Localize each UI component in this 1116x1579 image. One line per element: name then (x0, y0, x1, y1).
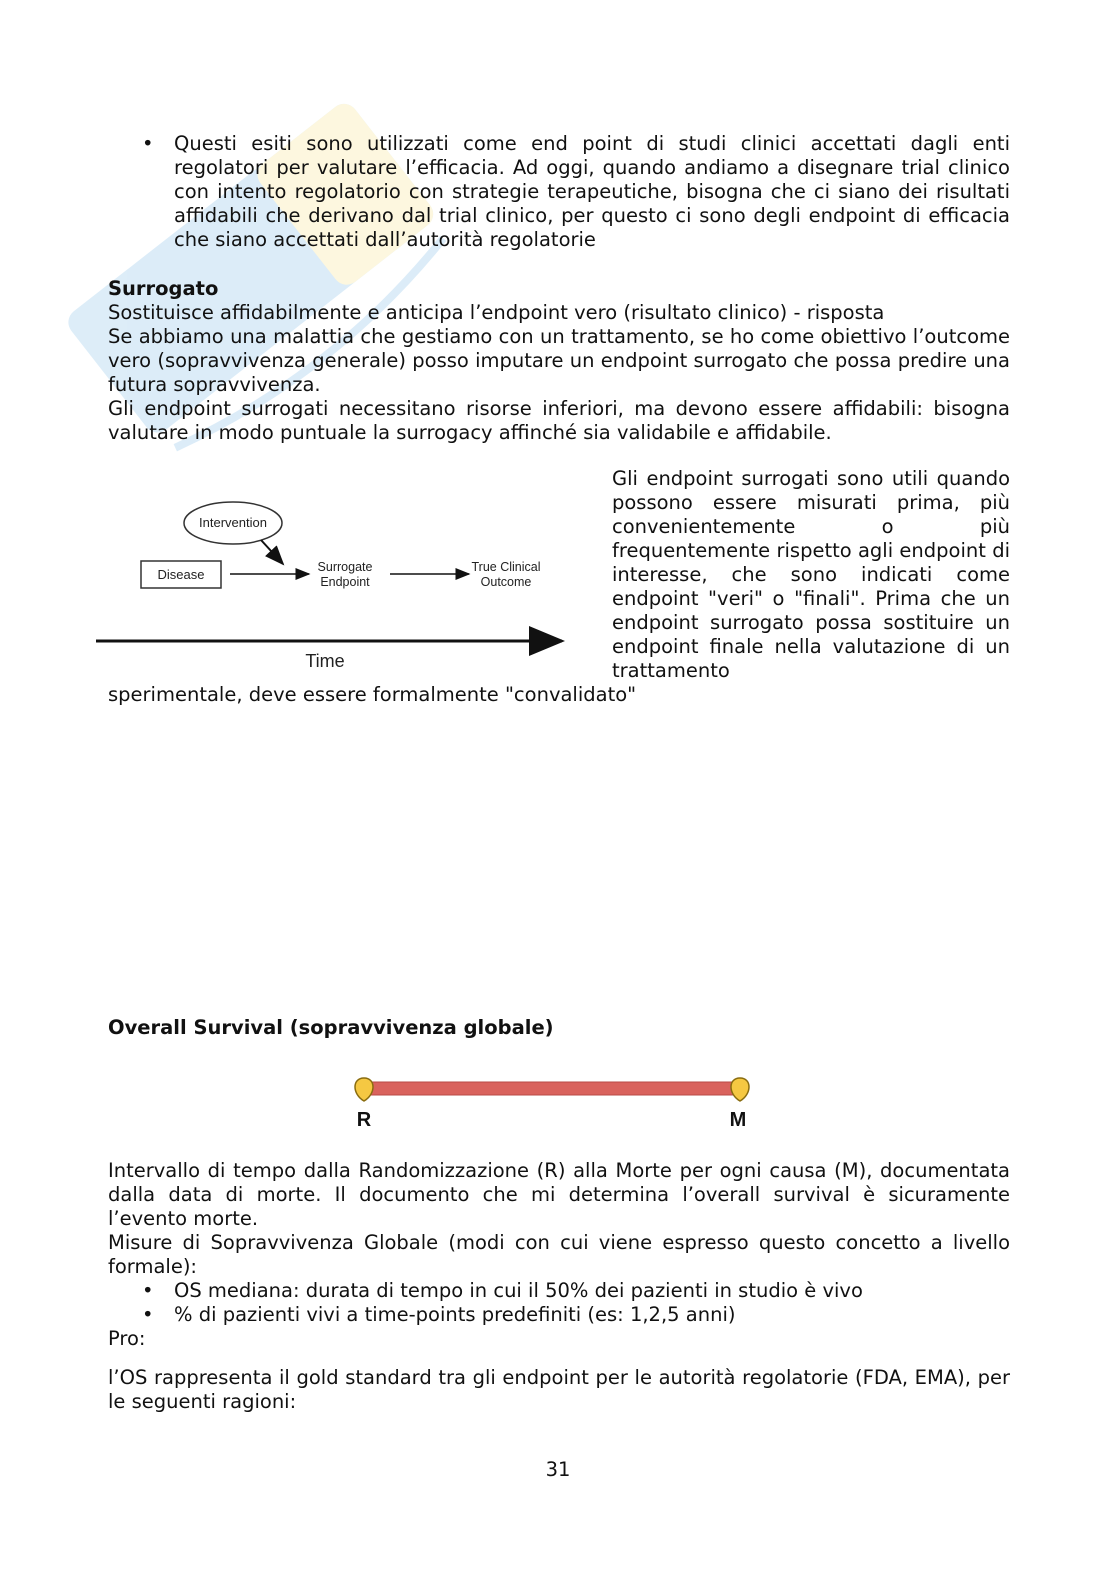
intro-bullet-list (142, 132, 1010, 252)
os-measure-item: • OS mediana: durata di tempo in cui il 50% dei pazienti in studio è vivo (142, 1279, 1010, 1303)
surrogate-endpoint-label-line1: Surrogate (317, 560, 373, 574)
time-axis-label: Time (305, 651, 345, 671)
true-outcome-label-line1: True Clinical (471, 560, 541, 574)
randomization-marker (355, 1078, 373, 1101)
surrogate-endpoint-label-line2: Endpoint (320, 575, 370, 589)
randomization-label: R (356, 1109, 372, 1131)
true-outcome-label-line2: Outcome (480, 575, 532, 589)
overall-survival-timeline (340, 1072, 770, 1136)
surrogate-usefulness-paragraph: Gli endpoint surrogati sono utili quando possono essere misurati prima, più convenientemente o più frequentemente rispetto agli endpoint di interesse, che sono indicati come endpoint "veri" o "finali". Prima che un endpoint surrogato possa sostituire un endpoint finale nella valutazione di un trattamento (612, 467, 1010, 682)
surrogate-endpoint-diagram (96, 470, 576, 685)
intervention-label: Intervention (199, 515, 267, 530)
surrogato-definition: Sostituisce affidabilmente e anticipa l’endpoint vero (risultato clinico) - risposta (108, 301, 885, 324)
os-measures-list (108, 1279, 1010, 1327)
os-measures-intro: Misure di Sopravvivenza Globale (modi con cui viene espresso questo concetto a livello formale): (108, 1231, 1010, 1278)
os-measure-item: • % di pazienti vivi a time-points predefiniti (es: 1,2,5 anni) (142, 1303, 1010, 1327)
arrow-intervention-to-surrogate (261, 540, 283, 564)
disease-label: Disease (157, 567, 205, 582)
page-number: 31 (545, 1458, 571, 1481)
intro-bullet: • Questi esiti sono utilizzati come end point di studi clinici accettati dagli enti regolatori per valutare l’efficacia. Ad oggi, quando andiamo a disegnare trial clinico con intento regolatorio con strategie terapeutiche, bisogna che ci siano dei risultati affidabili che derivano dal trial clinico, per questo ci sono degli endpoint di efficacia che siano accettati dall’autorità regolatorie (142, 132, 1010, 252)
overall-survival-heading: Overall Survival (sopravvivenza globale) (108, 1016, 554, 1039)
surrogate-usefulness-continuation: sperimentale, deve essere formalmente "convalidato" (108, 683, 637, 706)
os-gold-standard-paragraph: l’OS rappresenta il gold standard tra gli endpoint per le autorità regolatorie (FDA, EMA), per le seguenti ragioni: (108, 1366, 1010, 1413)
overall-survival-section (108, 1159, 1010, 1351)
surrogato-heading: Surrogato (108, 277, 219, 300)
death-label: M (729, 1109, 747, 1131)
surrogato-section (108, 277, 1010, 445)
timeline-bar (364, 1082, 740, 1095)
os-pro-label: Pro: (108, 1327, 146, 1350)
surrogato-paragraph-1: Se abbiamo una malattia che gestiamo con un trattamento, se ho come obiettivo l’outcome vero (sopravvivenza generale) posso imputare un endpoint surrogato che possa predire una futura sopravvivenza. (108, 325, 1010, 396)
os-definition-paragraph: Intervallo di tempo dalla Randomizzazione (R) alla Morte per ogni causa (M), documentata dalla data di morte. Il documento che mi determina l’overall survival è sicuramente l’evento morte. (108, 1159, 1010, 1230)
death-marker (731, 1078, 749, 1101)
intro-section (142, 132, 1010, 252)
surrogato-paragraph-2: Gli endpoint surrogati necessitano risorse inferiori, ma devono essere affidabili: bisogna valutare in modo puntuale la surrogacy affinché sia validabile e affidabile. (108, 397, 1010, 444)
